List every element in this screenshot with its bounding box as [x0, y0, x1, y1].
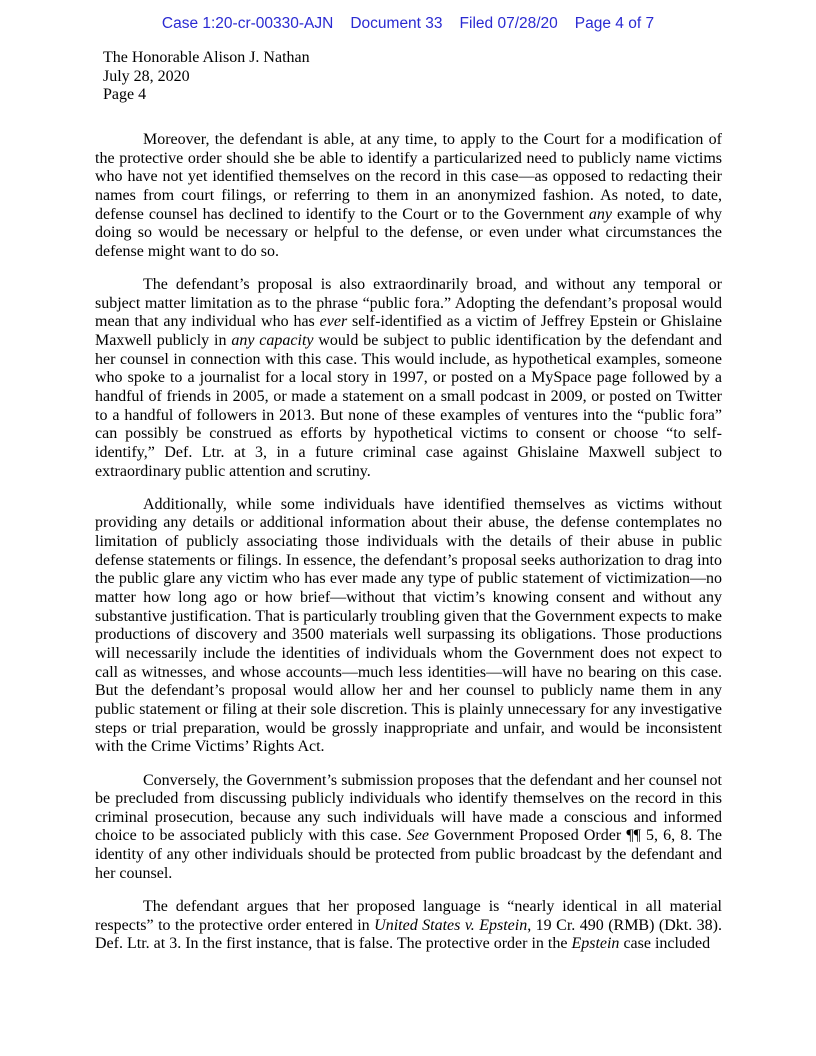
text-run: Moreover, the defendant is able, at any time, to apply to the Court for a modification of the protective order should she be able to identify a particularized need to publicly name victims who have not yet identified themselves on the record in this case—as opposed to redacting their names from court filings, or referring to them in an anonymized fashion. As noted, to date, defense counsel has declined to identify to the Court or to the Government [95, 131, 722, 223]
text-run: ever [319, 313, 348, 331]
letter-date: July 28, 2020 [103, 67, 190, 85]
text-run: United States v. Epstein [374, 916, 528, 934]
letter-body [95, 131, 722, 968]
text-run: Government Proposed Order ¶¶ 5, 6, 8. The identity of any other individuals should be protected from public broadcast by the defendant and her counsel. [95, 827, 722, 882]
page-number: Page 4 [103, 86, 147, 104]
paragraph [95, 772, 722, 884]
paragraph [95, 131, 722, 262]
text-run: self-identified as a victim of Jeffrey Epstein or Ghislaine Maxwell publicly in [95, 313, 722, 350]
text-run: would be subject to public identification by the defendant and her counsel in connection with this case. This would include, as hypothetical examples, someone who spoke to a journalist for a local story in 1997, or posted on a MySpace page followed by a handful of friends in 2005, or made a statement on a small podcast in 2009, or posted on Twitter to a handful of followers in 2013. But none of these examples of ventures into the “public fora” can possibly be construed as efforts by hypothetical victims to consent or choose “to self-identify,” Def. Ltr. at 3, in a future criminal case against Ghislaine Maxwell subject to extraordinary public attention and scrutiny. [95, 332, 723, 480]
text-run: example of why doing so would be necessary or helpful to the defense, or even under what circumstances the defense might want to do so. [95, 205, 723, 260]
text-run: See [406, 827, 429, 845]
text-run: , 19 Cr. 490 (RMB) (Dkt. 38). Def. Ltr. at 3. In the first instance, that is false. The protective order in the [95, 916, 723, 953]
paragraph [95, 496, 722, 757]
recipient-block [103, 49, 310, 105]
text-run: Epstein [571, 935, 620, 953]
text-run: The defendant argues that her proposed language is “nearly identical in all material respects” to the protective order entered in [95, 897, 722, 934]
text-run: any capacity [231, 332, 314, 350]
paragraph [95, 276, 722, 481]
filed-date: Filed 07/28/20 [459, 15, 558, 32]
case-number: Case 1:20-cr-00330-AJN [161, 15, 334, 32]
paragraph [95, 898, 722, 954]
text-run: Conversely, the Government’s submission proposes that the defendant and her counsel not be precluded from discussing publicly individuals who identify themselves on the record in this criminal prosecution, because any such individuals will have made a conscious and informed choice to be associated publicly with this case. [95, 771, 722, 845]
recipient-name: The Honorable Alison J. Nathan [103, 49, 310, 66]
document-number: Document 33 [350, 15, 443, 32]
text-run: Additionally, while some individuals have identified themselves as victims without providing any details or additional information about their abuse, the defense contemplates no limitation of publicly associating those individuals with the details of their abuse in public defense statements or filings. In essence, the defendant’s proposal seeks authorization to drag into the public glare any victim who has ever made any type of public statement of victimization—no matter how long ago or how brief—without that victim’s knowing consent and without any substantive justification. That is particularly troubling given that the Government expects to make productions of discovery and 3500 materials well surpassing its obligations. Those productions will necessarily include the identities of individuals whom the Government does not expect to call as witnesses, and whose accounts—much less identities—will have no bearing on this case. But the defendant’s proposal would allow her and her counsel to publicly name them in any public statement or filing at their sole discretion. This is plainly unnecessary for any investigative steps or trial preparation, would be grossly inappropriate and unfair, and would be inconsistent with the Crime Victims’ Rights Act. [95, 495, 722, 756]
text-run: The defendant’s proposal is also extraordinarily broad, and without any temporal or subject matter limitation as to the phrase “public fora.” Adopting the defendant’s proposal would mean that any individual who has [95, 276, 722, 331]
text-run: case included [619, 935, 711, 953]
text-run: any [588, 205, 612, 223]
ecf-case-header [0, 15, 816, 33]
page-of-stamp: Page 4 of 7 [574, 15, 655, 32]
